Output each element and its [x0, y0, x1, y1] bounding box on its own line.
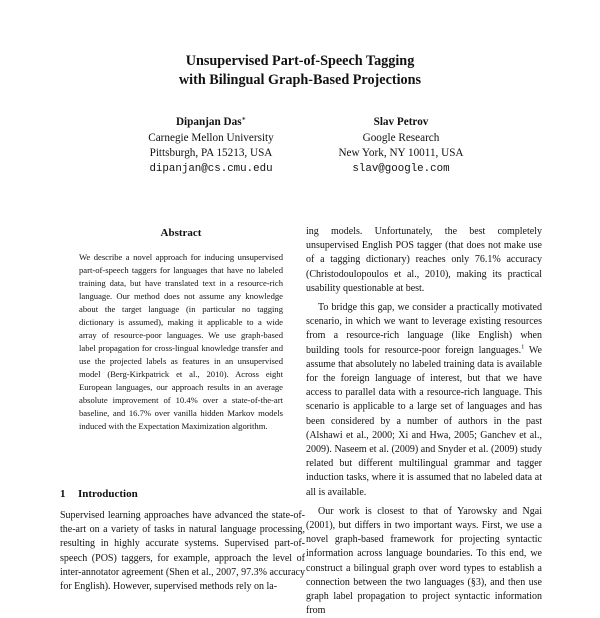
section-number: 1: [60, 488, 66, 500]
author-email: dipanjan@cs.cmu.edu: [149, 162, 273, 175]
author-location: Pittsburgh, PA 15213, USA: [149, 147, 273, 159]
right-column: [306, 225, 542, 618]
right-paragraph-1: ing models. Unfortunately, the best completely unsupervised English POS tagger (that does not make use of a tagging dictionary) reaches only 76.1% accuracy (Christodoulopoulos et al., 2010), making its practical usability questionable at best.: [306, 226, 542, 294]
footnote-marker: 1: [521, 343, 525, 351]
right-paragraph-2: To bridge this gap, we consider a practically motivated scenario, in which we want to leverage existing resources from a resource-rich language (like English) when building tools for resource-poor foreign languages.$^1$ We assume that absolutely no labeled training data is available for the foreign language of interest, but that we have access to parallel data with a resource-rich language. This scenario is applicable to a large set of languages and has been considered by a number of authors in the past (Alshawi et al., 2000; Xi and Hwa, 2005; Ganchev et al., 2009). Naseem et al. (2009) and Snyder et al. (2009) study related but different multilingual grammar and tagger induction tasks, where it is assumed that no labeled data at all is available.: [306, 302, 542, 498]
author-footnote-mark: ∗: [241, 115, 247, 123]
author-email: slav@google.com: [352, 162, 450, 175]
author-block-2: [301, 115, 501, 177]
right-paragraph-3: Our work is closest to that of Yarowsky and Ngai (2001), but differs in two important ways. First, we use a novel graph-based framework for projecting syntactic information across language boundaries. To this end, we construct a bilingual graph over word types to establish a connection between the two languages (§3), and then use graph label propagation to project syntactic information from: [306, 505, 542, 617]
section-title: Introduction: [78, 488, 138, 500]
abstract-text: We describe a novel approach for inducing unsupervised part-of-speech taggers for languages that have no labeled training data, but have translated text in a resource-rich language. Our method does not assume any knowledge about the target language (in particular no tagging dictionary is assumed), making it applicable to a wide array of resource-poor languages. We use graph-based label propagation for cross-lingual knowledge transfer and use the projected labels as features in an unsupervised model (Berg-Kirkpatrick et al., 2010). Across eight European languages, our approach results in an average absolute improvement of 10.4% over a state-of-the-art baseline, and 16.7% over vanilla hidden Markov models induced with the Expectation Maximization algorithm.: [79, 252, 283, 431]
intro-paragraph: Supervised learning approaches have advanced the state-of-the-art on a variety of tasks in natural language processing, resulting in highly accurate systems. Supervised part-of-speech (POS) taggers, for example, approach the level of inter-annotator agreement (Shen et al., 2007, 97.3% accuracy for English). However, supervised methods rely on la-: [60, 510, 305, 593]
abstract-heading: Abstract: [160, 227, 202, 239]
title-line-2: with Bilingual Graph-Based Projections: [178, 72, 422, 88]
author-affiliation: Carnegie Mellon University: [148, 131, 274, 144]
author-name: Slav Petrov: [373, 116, 429, 128]
author-name: Dipanjan Das∗: [175, 115, 247, 128]
title-line-1: Unsupervised Part-of-Speech Tagging: [185, 53, 415, 69]
section-heading: [60, 488, 138, 500]
author-location: New York, NY 10011, USA: [338, 147, 464, 159]
author-affiliation: Google Research: [362, 131, 440, 144]
author-block-1: [111, 115, 311, 177]
paper-title: [0, 52, 600, 90]
